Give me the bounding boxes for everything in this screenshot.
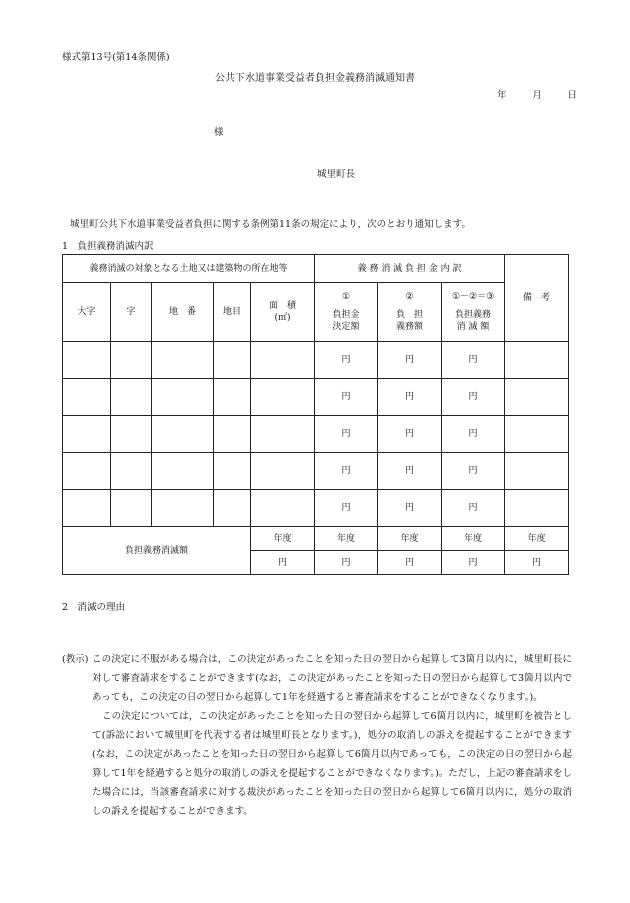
form-number: 様式第13号(第14条関係)	[62, 52, 170, 63]
header-remarks: 備 考	[505, 255, 569, 342]
total-label: 負担義務消滅額	[63, 527, 251, 575]
header-col1-line1: 負担金	[332, 310, 360, 320]
nendo-unit: 年度	[442, 527, 505, 551]
addressee-suffix: 様	[214, 127, 224, 138]
header-col2	[378, 283, 442, 342]
yen-unit: 円	[378, 490, 442, 527]
notice-paragraph-1: この決定に不服がある場合は，この決定があったことを知った日の翌日から起算して3箇月以内に，城里町長に対して審査請求をすることができます(なお，この決定があったことを知った日の翌日から起算して3箇月以内であっても，この決定の日の翌日から起算して1年を経過すると審査請求をすることができなくなります。)。	[92, 654, 572, 703]
intro-text: 城里町公共下水道事業受益者負担に関する条例第11条の規定により，次のとおり通知します。	[70, 219, 471, 230]
yen-unit: 円	[505, 551, 569, 575]
yen-unit: 円	[442, 379, 505, 416]
header-area-unit: (㎡)	[274, 313, 291, 323]
yen-unit: 円	[378, 416, 442, 453]
yen-unit: 円	[378, 551, 442, 575]
nendo-unit: 年度	[378, 527, 442, 551]
yen-unit: 円	[442, 490, 505, 527]
table-row	[63, 416, 569, 453]
section-1-heading: 1 負担義務消滅内訳	[62, 241, 154, 252]
notice-paragraph-2: この決定については，この決定があったことを知った日の翌日から起算して6箇月以内に，城里町を被告として(訴訟において城里町を代表する者は城里町長となります。)，処分の取消しの訴えを提起することができます(なお，この決定があったことを知った日の翌日から起算して6箇月以内であっても，この決定の日の翌日から起算して1年を経過すると処分の取消しの訴えを提起することができなくなります。)。ただし，上記の審査請求をした場合には，当該審査請求に対する裁決があったことを知った日の翌日から起算して6箇月以内に，処分の取消しの訴えを提起することができます。	[92, 711, 572, 817]
nendo-unit: 年度	[251, 527, 315, 551]
yen-unit: 円	[315, 453, 378, 490]
yen-unit: 円	[315, 416, 378, 453]
yen-unit: 円	[442, 342, 505, 379]
table-row	[63, 453, 569, 490]
yen-unit: 円	[378, 379, 442, 416]
header-aza: 字	[111, 283, 152, 342]
notice-block	[62, 650, 572, 821]
notice-label: (教示)	[62, 654, 89, 665]
header-area-label: 面 積	[269, 301, 297, 311]
date-day: 日	[567, 90, 577, 101]
breakdown-table	[62, 254, 569, 575]
table-row	[63, 379, 569, 416]
yen-unit: 円	[378, 342, 442, 379]
date-year: 年	[497, 90, 507, 101]
header-col3-mark: ①－②＝③	[451, 292, 495, 302]
header-col1	[315, 283, 378, 342]
nendo-unit: 年度	[505, 527, 569, 551]
yen-unit: 円	[315, 551, 378, 575]
header-col3-line1: 負担義務	[455, 310, 492, 320]
header-col1-mark: ①	[341, 292, 351, 302]
header-col1-line2: 決定額	[332, 322, 360, 332]
yen-unit: 円	[315, 490, 378, 527]
header-col2-line1: 負 担	[396, 310, 424, 320]
yen-unit: 円	[251, 551, 315, 575]
header-area	[251, 283, 315, 342]
header-amount: 義 務 消 滅 負 担 金 内 訳	[315, 255, 505, 283]
header-col2-mark: ②	[405, 292, 414, 302]
date-month: 月	[532, 90, 542, 101]
header-col3-line2: 消 滅 額	[456, 322, 490, 332]
header-location: 義務消滅の対象となる土地又は建築物の所在地等	[63, 255, 315, 283]
header-col3	[442, 283, 505, 342]
table-row	[63, 490, 569, 527]
yen-unit: 円	[442, 416, 505, 453]
sender: 城里町長	[317, 169, 356, 180]
header-chiban: 地 番	[152, 283, 214, 342]
yen-unit: 円	[442, 551, 505, 575]
total-row-nendo	[63, 527, 569, 551]
yen-unit: 円	[378, 453, 442, 490]
date-line	[497, 87, 577, 101]
section-2-heading: 2 消滅の理由	[62, 602, 126, 613]
document-title: 公共下水道事業受益者負担金義務消滅通知書	[215, 73, 415, 84]
yen-unit: 円	[315, 342, 378, 379]
table-row	[63, 342, 569, 379]
header-oaza: 大字	[63, 283, 111, 342]
yen-unit: 円	[442, 453, 505, 490]
header-chimoku: 地目	[214, 283, 251, 342]
header-col2-line2: 義務額	[396, 322, 424, 332]
nendo-unit: 年度	[315, 527, 378, 551]
yen-unit: 円	[315, 379, 378, 416]
